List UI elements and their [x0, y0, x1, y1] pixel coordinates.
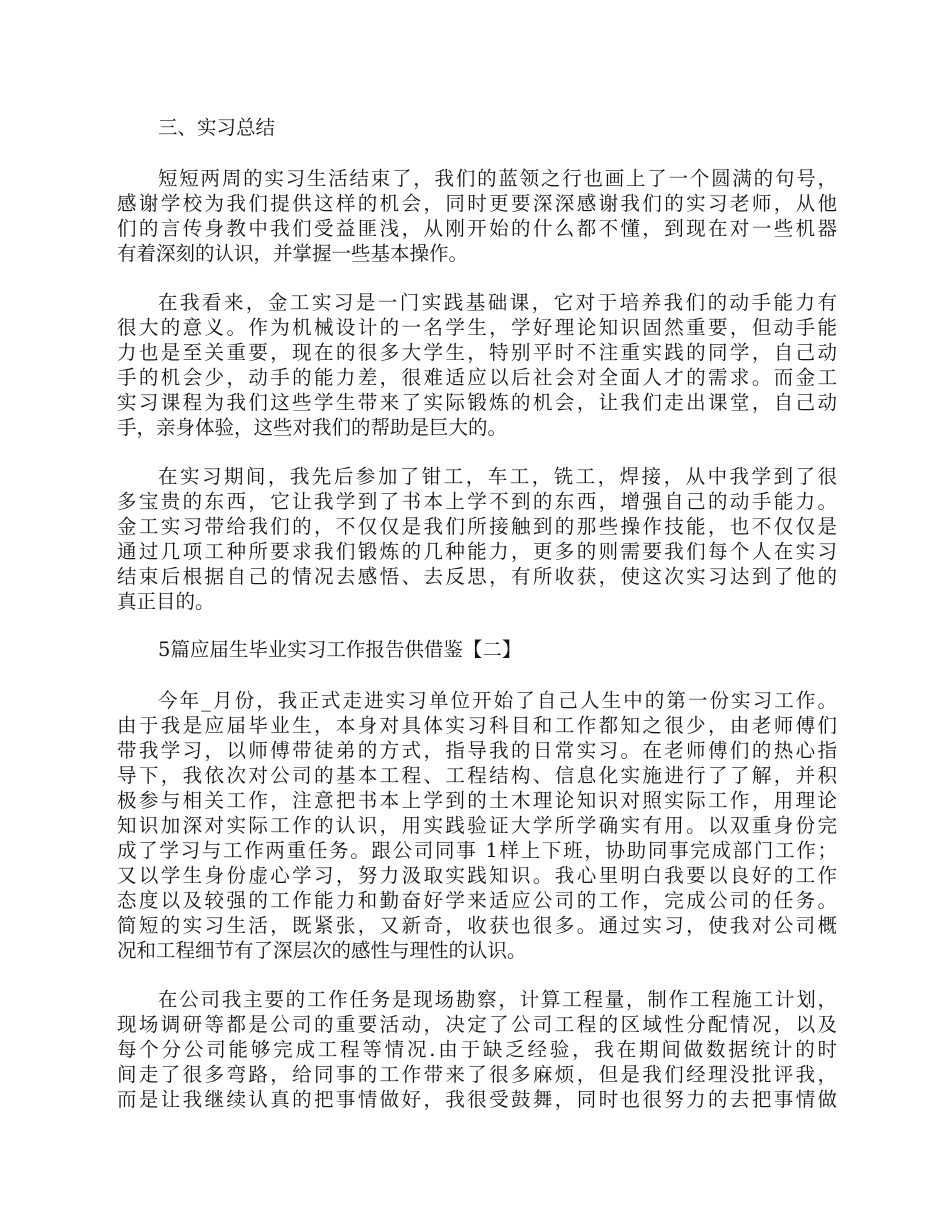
paragraph-2-line-3: 力也是至关重要，现在的很多大学生，特别平时不注重实践的同学，自己动: [117, 341, 837, 364]
paragraph-2-line-5: 实习课程为我们这些学生带来了实际锻炼的机会，让我们走出课堂，自己动: [117, 391, 837, 414]
paragraph-4-line-3: 带我学习，以师傅带徒弟的方式，指导我的日常实习。在老师傅们的热心指: [117, 739, 837, 762]
paragraph-5-line-2: 现场调研等都是公司的重要活动，决定了公司工程的区域性分配情况，以及: [117, 1013, 837, 1036]
paragraph-1-line-1: 短短两周的实习生活结束了，我们的蓝领之行也画上了一个圆满的句号，: [158, 167, 837, 190]
paragraph-1-line-3: 们的言传身教中我们受益匪浅，从刚开始的什么都不懂，到现在对一些机器: [117, 217, 837, 240]
paragraph-4-line-2: 由于我是应届毕业生，本身对具体实习科目和工作都知之很少，由老师傅们: [117, 714, 837, 737]
paragraph-4-line-8: 又以学生身份虚心学习，努力汲取实践知识。我心里明白我要以良好的工作: [117, 864, 837, 887]
paragraph-1-line-2: 感谢学校为我们提供这样的机会，同时更要深深感谢我们的实习老师，从他: [117, 192, 837, 215]
paragraph-4-line-4: 导下，我依次对公司的基本工程、工程结构、信息化实施进行了了解，并积: [117, 764, 837, 787]
paragraph-2-line-6: 手，亲身体验，这些对我们的帮助是巨大的。: [117, 416, 508, 439]
paragraph-2-line-4: 手的机会少，动手的能力差，很难适应以后社会对全面人才的需求。而金工: [117, 366, 837, 389]
paragraph-3-line-5: 结束后根据自己的情况去感悟、去反思，有所收获，使这次实习达到了他的: [117, 565, 837, 588]
paragraph-4-line-1: 今年_月份，我正式走进实习单位开始了自己人生中的第一份实习工作。: [158, 689, 837, 712]
article-title: 5篇应届生毕业实习工作报告供借鉴【二】: [158, 638, 522, 661]
paragraph-4-line-5: 极参与相关工作，注意把书本上学到的土木理论知识对照实际工作，用理论: [117, 789, 837, 812]
paragraph-3-line-3: 金工实习带给我们的，不仅仅是我们所接触到的那些操作技能，也不仅仅是: [117, 515, 837, 538]
paragraph-4-line-6: 知识加深对实际工作的认识，用实践验证大学所学确实有用。以双重身份完: [117, 814, 837, 837]
paragraph-2-line-2: 很大的意义。作为机械设计的一名学生，学好理论知识固然重要，但动手能: [117, 316, 837, 339]
paragraph-4-line-9: 态度以及较强的工作能力和勤奋好学来适应公司的工作，完成公司的任务。: [117, 889, 837, 912]
paragraph-1-line-4: 有着深刻的认识，并掌握一些基本操作。: [117, 242, 469, 265]
paragraph-3-line-4: 通过几项工种所要求我们锻炼的几种能力，更多的则需要我们每个人在实习: [117, 540, 837, 563]
paragraph-5-line-3: 每个分公司能够完成工程等情况.由于缺乏经验，我在期间做数据统计的时: [117, 1038, 837, 1061]
paragraph-2-line-1: 在我看来，金工实习是一门实践基础课，它对于培养我们的动手能力有: [158, 291, 837, 314]
paragraph-3-line-2: 多宝贵的东西，它让我学到了书本上学不到的东西，增强自己的动手能力。: [117, 490, 837, 513]
paragraph-4-line-11: 况和工程细节有了深层次的感性与理性的认识。: [117, 939, 527, 962]
paragraph-5-line-5: 而是让我继续认真的把事情做好，我很受鼓舞，同时也很努力的去把事情做: [117, 1088, 837, 1111]
paragraph-3-line-1: 在实习期间，我先后参加了钳工，车工，铣工，焊接，从中我学到了很: [158, 465, 837, 488]
paragraph-5-line-4: 间走了很多弯路，给同事的工作带来了很多麻烦，但是我们经理没批评我，: [117, 1063, 837, 1086]
paragraph-4-line-10: 简短的实习生活，既紧张，又新奇，收获也很多。通过实习，使我对公司概: [117, 914, 837, 937]
paragraph-4-line-7: 成了学习与工作两重任务。跟公司同事 1样上下班，协助同事完成部门工作；: [117, 839, 837, 862]
section-heading: 三、实习总结: [158, 116, 276, 139]
paragraph-3-line-6: 真正目的。: [117, 590, 215, 613]
paragraph-5-line-1: 在公司我主要的工作任务是现场勘察，计算工程量，制作工程施工计划，: [158, 988, 837, 1011]
